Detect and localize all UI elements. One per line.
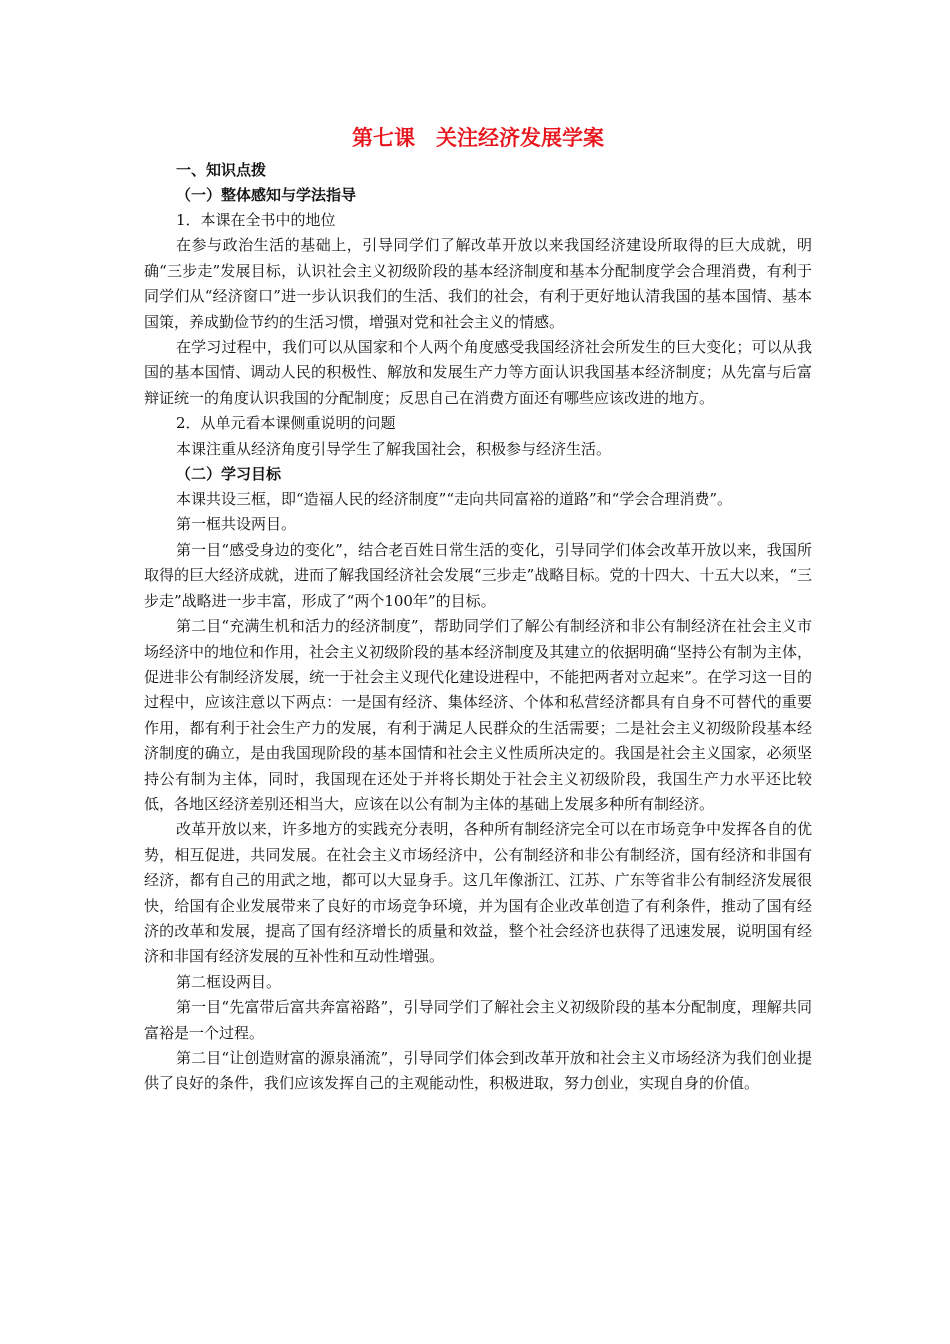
paragraph: 在参与政治生活的基础上，引导同学们了解改革开放以来我国经济建设所取得的巨大成就，明确“三步走”发展目标，认识社会主义初级阶段的基本经济制度和基本分配制度学会合理消费，有利于同学们从“经济窗口”进一步认识我们的生活、我们的社会，有利于更好地认清我国的基本国情、基本国策，养成勤俭节约的生活习惯，增强对党和社会主义的情感。 bbox=[144, 236, 812, 331]
subsection-heading-goals: （二）学习目标 bbox=[176, 465, 282, 484]
paragraph: 在学习过程中，我们可以从国家和个人两个角度感受我国经济社会所发生的巨大变化；可以从我国的基本国情、调动人民的积极性、解放和发展生产力等方面认识我国基本经济制度；从先富与后富辩证统一的角度认识我国的分配制度；反思自己在消费方面还有哪些应该改进的地方。 bbox=[144, 338, 812, 407]
paragraph: 第二框设两目。 bbox=[176, 972, 282, 991]
paragraph: 改革开放以来，许多地方的实践充分表明，各种所有制经济完全可以在市场竞争中发挥各自的优势，相互促进，共同发展。在社会主义市场经济中，公有制经济和非公有制经济，国有经济和非国有经济，都有自己的用武之地，都可以大显身手。这几年像浙江、江苏、广东等省非公有制经济发展很快，给国有企业发展带来了良好的市场竞争环境，并为国有企业改革创造了有利条件，推动了国有经济的改革和发展，提高了国有经济增长的质量和效益，整个社会经济也获得了迅速发展，说明国有经济和非国有经济发展的互补性和互动性增强。 bbox=[144, 820, 812, 966]
item-heading-unit: 2．从单元看本课侧重说明的问题 bbox=[176, 414, 396, 433]
paragraph: 第二目“让创造财富的源泉涌流”，引导同学们体会到改革开放和社会主义市场经济为我们创业提供了良好的条件，我们应该发挥自己的主观能动性，积极进取，努力创业，实现自身的价值。 bbox=[144, 1049, 812, 1093]
item-heading-position: 1．本课在全书中的地位 bbox=[176, 211, 336, 229]
subsection-heading-overview: （一）整体感知与学法指导 bbox=[176, 186, 357, 204]
section-heading-knowledge: 一、知识点拨 bbox=[176, 161, 267, 179]
paragraph: 第二目“充满生机和活力的经济制度”，帮助同学们了解公有制经济和非公有制经济在社会主义市场经济中的地位和作用，社会主义初级阶段的基本经济制度及其建立的依据明确“坚持公有制为主体，促进非公有制经济发展，统一于社会主义现代化建设进程中，不能把两者对立起来”。在学习这一目的过程中，应该注意以下两点：一是国有经济、集体经济、个体和私营经济都具有自身不可替代的重要作用，都有利于社会生产力的发展，有利于满足人民群众的生活需要；二是社会主义初级阶段基本经济制度的确立，是由我国现阶段的基本国情和社会主义性质所决定的。我国是社会主义国家，必须坚持公有制为主体，同时，我国现在还处于并将长期处于社会主义初级阶段，我国生产力水平还比较低，各地区经济差别还相当大，应该在以公有制为主体的基础上发展多种所有制经济。 bbox=[144, 617, 812, 813]
paragraph: 第一目“先富带后富共奔富裕路”，引导同学们了解社会主义初级阶段的基本分配制度，理解共同富裕是一个过程。 bbox=[144, 998, 812, 1042]
paragraph: 第一目“感受身边的变化”，结合老百姓日常生活的变化，引导同学们体会改革开放以来，我国所取得的巨大经济成就，进而了解我国经济社会发展“三步走”战略目标。党的十四大、十五大以来，“三步走”战略进一步丰富，形成了“两个100年”的目标。 bbox=[144, 540, 813, 610]
document-title: 第七课 关注经济发展学案 bbox=[352, 125, 604, 150]
paragraph: 第一框共设两目。 bbox=[176, 515, 297, 534]
paragraph: 本课注重从经济角度引导学生了解我国社会，积极参与经济生活。 bbox=[176, 439, 612, 458]
paragraph: 本课共设三框，即“造福人民的经济制度”“走向共同富裕的道路”和“学会合理消费”。 bbox=[176, 490, 733, 509]
document-page bbox=[144, 118, 812, 1097]
